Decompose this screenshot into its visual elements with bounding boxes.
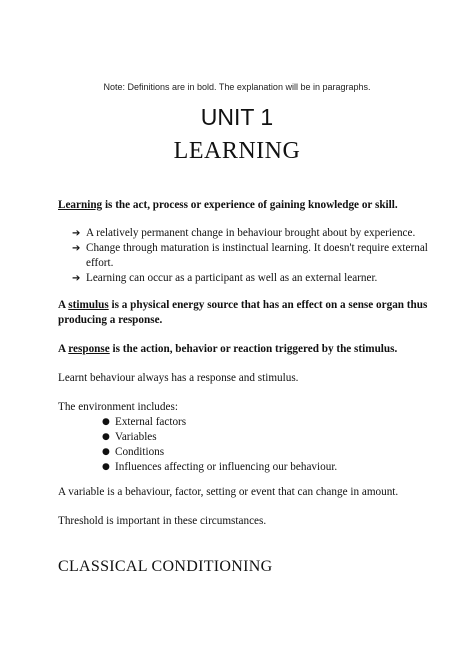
section-title: LEARNING	[173, 138, 301, 164]
environment-list	[58, 415, 430, 475]
definition-prefix: A	[58, 299, 69, 311]
right-arrow-icon: ➔	[72, 273, 81, 284]
definition-rest: is the action, behavior or reaction triggered by the stimulus.	[109, 343, 398, 355]
threshold-paragraph: Threshold is important in these circumstances.	[58, 515, 267, 527]
right-arrow-icon: ➔	[72, 243, 81, 254]
learning-definition	[58, 198, 430, 213]
bullet-text: A relatively permanent change in behaviour brought about by experience.	[86, 227, 416, 239]
list-item-text: Influences affecting or influencing our behaviour.	[115, 461, 338, 473]
definition-line	[58, 299, 427, 326]
definition-rest: is the act, process or experience of gaining knowledge or skill.	[102, 199, 398, 211]
learning-bullets	[58, 226, 430, 286]
unit-title: UNIT 1	[200, 104, 274, 130]
list-item	[58, 430, 430, 445]
list-item	[58, 241, 430, 271]
bullet-dot-icon: ●	[102, 462, 110, 472]
bullet-dot-icon: ●	[102, 432, 110, 442]
list-item-text: Variables	[115, 431, 157, 443]
section-heading-classical-conditioning: CLASSICAL CONDITIONING	[58, 558, 273, 575]
definition-rest: is a physical energy source that has an effect on a sense organ thus producing a response.	[58, 299, 428, 326]
list-item	[58, 271, 430, 286]
list-item-text: External factors	[115, 416, 187, 428]
bullet-dot-icon: ●	[102, 447, 110, 457]
term-response: response	[68, 343, 110, 355]
definition-line	[58, 199, 398, 211]
term-learning: Learning	[58, 199, 103, 211]
bullet-text: Learning can occur as a participant as well as an external learner.	[86, 272, 378, 284]
bullet-text: Change through maturation is instinctual learning. It doesn't require external effort.	[86, 242, 428, 269]
right-arrow-icon: ➔	[72, 228, 81, 239]
response-definition	[58, 342, 430, 357]
arrow-list	[58, 226, 430, 286]
environment-paragraph	[58, 400, 430, 475]
variable-paragraph: A variable is a behaviour, factor, setting or event that can change in amount.	[58, 486, 399, 498]
list-item	[58, 415, 430, 430]
list-item	[58, 460, 430, 475]
note-text: Note: Definitions are in bold. The explanation will be in paragraphs.	[103, 82, 371, 92]
list-item	[58, 226, 430, 241]
stimulus-definition	[58, 298, 430, 328]
list-item-text: Conditions	[115, 446, 165, 458]
bullet-dot-icon: ●	[102, 417, 110, 427]
list-item	[58, 445, 430, 460]
learnt-behaviour-paragraph: Learnt behaviour always has a response and stimulus.	[58, 372, 299, 384]
term-stimulus: stimulus	[68, 299, 109, 311]
definition-line	[58, 343, 397, 355]
definition-prefix: A	[58, 343, 69, 355]
environment-intro: The environment includes:	[58, 401, 178, 413]
